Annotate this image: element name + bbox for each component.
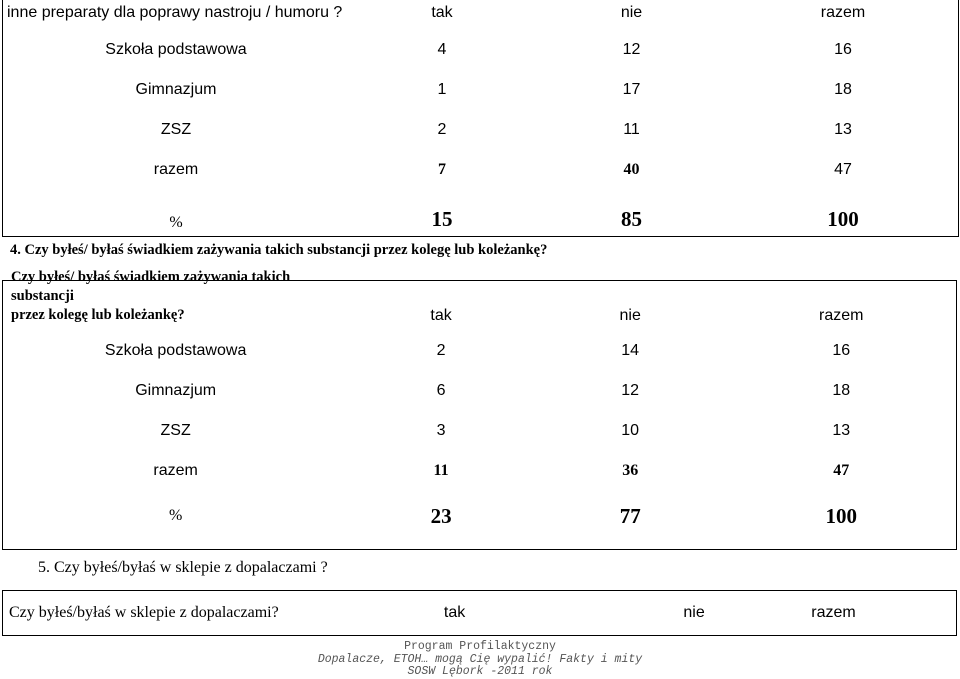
cell-total: 18 — [834, 81, 852, 98]
table-row-total — [3, 451, 956, 491]
cell-yes: 4 — [437, 41, 447, 58]
cell-total: 18 — [832, 382, 851, 399]
row-label: % — [168, 507, 183, 524]
cell-no: 36 — [622, 462, 639, 479]
cell-no: 17 — [622, 81, 641, 98]
cell-no: 12 — [621, 382, 640, 399]
cell-yes: 2 — [437, 121, 447, 138]
header-question-line2: przez kolegę lub koleżankę? — [11, 307, 185, 324]
cell-yes: 7 — [438, 161, 446, 178]
header-yes: tak — [431, 4, 453, 21]
cell-yes: 1 — [437, 81, 447, 98]
table-other-mood-preparations — [2, 0, 959, 237]
cell-yes: 23 — [430, 503, 452, 528]
table-row-percent — [3, 190, 958, 236]
header-no: nie — [683, 604, 705, 621]
table-row — [3, 371, 956, 411]
table-row — [3, 110, 958, 150]
row-label: Gimnazjum — [135, 382, 217, 399]
cell-total: 47 — [833, 462, 850, 479]
table-row — [3, 331, 956, 371]
header-no: nie — [620, 4, 643, 21]
row-label: ZSZ — [160, 422, 191, 439]
table-header-row — [3, 0, 958, 30]
page-footer — [0, 641, 960, 679]
row-label: ZSZ — [160, 121, 192, 138]
header-yes: tak — [443, 604, 466, 621]
cell-no: 10 — [621, 422, 640, 439]
cell-total: 100 — [825, 503, 857, 528]
footer-program: Program Profilaktyczny — [404, 640, 556, 653]
cell-yes: 11 — [433, 462, 449, 479]
question-5-heading: 5. Czy byłeś/byłaś w sklepie z dopalaczami ? — [38, 559, 328, 576]
row-label: Szkoła podstawowa — [104, 342, 247, 359]
table-row — [3, 70, 958, 110]
table-row-total — [3, 150, 958, 190]
cell-total: 100 — [827, 207, 859, 231]
header-question: Czy byłeś/byłaś w sklepie z dopalaczami? — [9, 604, 279, 621]
header-total: razem — [811, 604, 856, 621]
cell-no: 85 — [621, 207, 642, 231]
cell-no: 40 — [623, 161, 640, 178]
row-label: Szkoła podstawowa — [105, 41, 247, 58]
cell-yes: 15 — [431, 207, 453, 231]
header-no: nie — [619, 307, 641, 324]
header-total: razem — [819, 307, 864, 324]
cell-total: 16 — [834, 41, 852, 58]
header-total: razem — [820, 4, 866, 21]
cell-yes: 6 — [436, 382, 446, 399]
row-label: % — [169, 214, 183, 231]
header-question: inne preparaty dla poprawy nastroju / humoru ? — [7, 4, 343, 21]
footer-title: Dopalacze, ETOH… mogą Cię wypalić! Fakty i mity — [317, 652, 643, 666]
table-witnessed-use — [2, 269, 957, 550]
header-yes: tak — [430, 307, 452, 324]
table-row — [3, 30, 958, 70]
cell-no: 11 — [623, 121, 640, 138]
question-4-heading: 4. Czy byłeś/ byłaś świadkiem zażywania takich substancji przez kolegę lub koleżankę? — [10, 242, 548, 258]
header-question — [3, 268, 348, 325]
cell-total: 13 — [832, 422, 851, 439]
cell-total: 13 — [834, 121, 852, 138]
table-shop-visit — [2, 590, 957, 636]
header-question-line1: Czy byłeś/ byłaś świadkiem zażywania takich substancji — [11, 269, 291, 305]
cell-total: 47 — [834, 161, 852, 178]
cell-total: 16 — [832, 342, 851, 359]
table-row — [3, 411, 956, 451]
row-label: Gimnazjum — [135, 81, 217, 98]
cell-no: 12 — [622, 41, 641, 58]
footer-school: SOSW Lębork -2011 rok — [407, 665, 553, 678]
cell-no: 14 — [621, 342, 640, 359]
table-header-row — [3, 269, 956, 331]
cell-no: 77 — [619, 503, 641, 528]
row-label: razem — [153, 161, 199, 178]
cell-yes: 2 — [436, 342, 446, 359]
row-label: razem — [153, 462, 198, 479]
cell-yes: 3 — [436, 422, 446, 439]
table-row-percent — [3, 491, 956, 541]
